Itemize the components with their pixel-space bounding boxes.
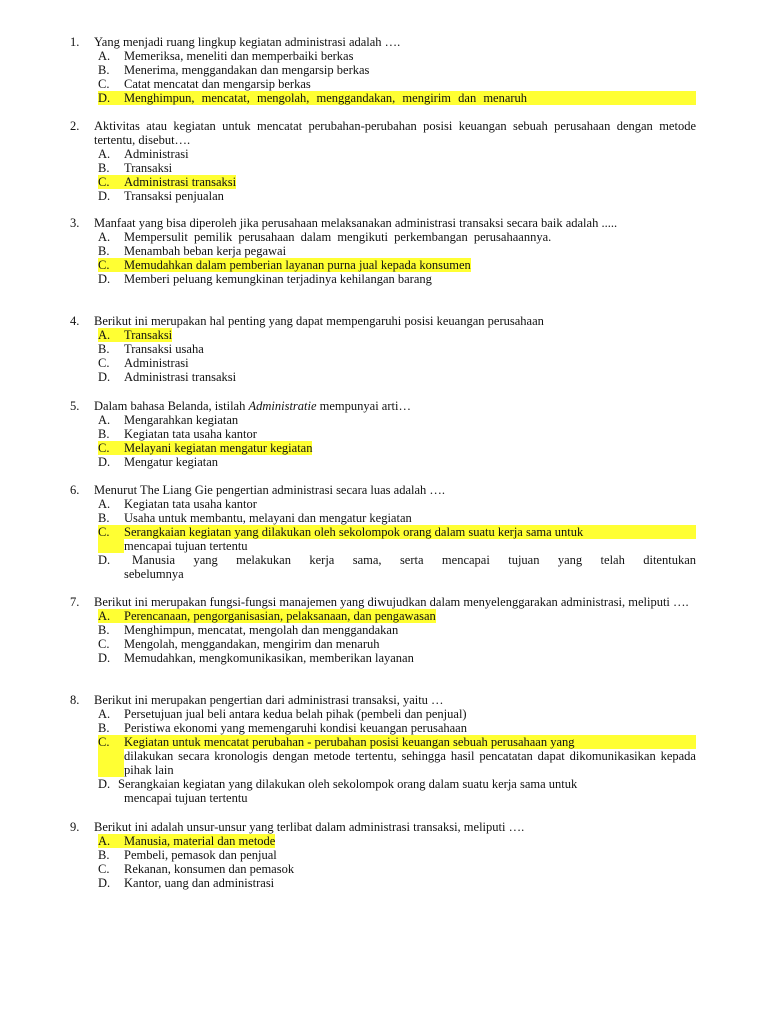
- option-letter: B.: [98, 63, 110, 77]
- option-a-highlighted: [98, 609, 696, 623]
- option-letter: B.: [98, 161, 110, 175]
- option-letter: A.: [98, 609, 124, 623]
- option-text: Perencanaan, pengorganisasian, pelaksanaan, dan pengawasan: [124, 609, 436, 623]
- option-text: Mengolah, menggandakan, mengirim dan menaruh: [124, 637, 380, 651]
- option-text: Menghimpun, mencatat, mengolah, menggandakan, mengirim dan menaruh: [124, 91, 528, 105]
- question-5: [70, 399, 696, 469]
- option-text: Kantor, uang dan administrasi: [124, 876, 275, 890]
- option-text-continued: sebelumnya: [124, 567, 184, 581]
- option-d-highlighted: [98, 91, 696, 105]
- question-text: Manfaat yang bisa diperoleh jika perusahaan melaksanakan administrasi transaksi secara baik adalah .....: [94, 216, 618, 230]
- option-text: Transaksi: [124, 328, 173, 342]
- question-text: [94, 399, 696, 413]
- question-number: 3.: [70, 216, 80, 230]
- option-d: [98, 272, 696, 286]
- option-d: [98, 777, 696, 805]
- question-4: [70, 314, 696, 384]
- option-text: Administrasi: [124, 356, 189, 370]
- option-c-highlighted: [98, 441, 696, 455]
- option-text: Menerima, menggandakan dan mengarsip berkas: [124, 63, 370, 77]
- option-letter: A.: [98, 328, 124, 342]
- option-b: [98, 161, 696, 175]
- option-c-highlighted: [98, 525, 696, 553]
- option-letter: D.: [98, 455, 111, 469]
- option-letter: A.: [98, 49, 111, 63]
- option-letter: D.: [98, 91, 111, 105]
- question-number: 8.: [70, 693, 80, 707]
- option-b: [98, 427, 696, 441]
- option-b: [98, 511, 696, 525]
- option-text: Manusia yang melakukan kerja sama, serta mencapai tujuan yang telah ditentukan: [132, 553, 696, 567]
- option-text: Administrasi transaksi: [124, 370, 237, 384]
- option-d: [98, 455, 696, 469]
- option-d: [98, 651, 696, 665]
- option-text: Menghimpun, mencatat, mengolah dan menggandakan: [124, 623, 399, 637]
- option-letter: A.: [98, 147, 111, 161]
- option-text-continued: dilakukan secara kronologis dengan metode tertentu, sehingga hasil pencatatan dapat dikomunikasikan kepada pihak lain: [124, 749, 696, 777]
- option-a: [98, 413, 696, 427]
- option-letter: D.: [98, 876, 111, 890]
- question-number: 2.: [70, 119, 80, 133]
- option-text: Melayani kegiatan mengatur kegiatan: [124, 441, 313, 455]
- option-text: Rekanan, konsumen dan pemasok: [124, 862, 295, 876]
- option-letter: B.: [98, 511, 110, 525]
- option-a: [98, 707, 696, 721]
- option-letter: D.: [98, 651, 111, 665]
- option-letter: C.: [98, 258, 124, 272]
- option-letter: B.: [98, 848, 110, 862]
- option-text: Pembeli, pemasok dan penjual: [124, 848, 277, 862]
- question-3: [70, 216, 696, 286]
- option-letter: A.: [98, 834, 124, 848]
- option-text: Mengatur kegiatan: [124, 455, 219, 469]
- option-text: Peristiwa ekonomi yang memengaruhi kondisi keuangan perusahaan: [124, 721, 467, 735]
- question-1: [70, 35, 696, 105]
- option-text: Menambah beban kerja pegawai: [124, 244, 287, 258]
- option-d: [98, 553, 696, 581]
- question-number: 9.: [70, 820, 80, 834]
- option-letter: A.: [98, 230, 111, 244]
- question-text-after: mempunyai arti…: [316, 399, 411, 413]
- option-c: [98, 637, 696, 651]
- question-8: [70, 693, 696, 805]
- question-number: 5.: [70, 399, 80, 413]
- option-text: Kegiatan untuk mencatat perubahan - perubahan posisi keuangan sebuah perusahaan yang: [124, 735, 696, 749]
- option-text: Administrasi: [124, 147, 189, 161]
- option-a: [98, 230, 696, 244]
- question-6: [70, 483, 696, 581]
- option-text-continued: mencapai tujuan tertentu: [124, 539, 248, 553]
- option-text: Memudahkan dalam pemberian layanan purna jual kepada konsumen: [124, 258, 471, 272]
- question-2: [70, 119, 696, 203]
- question-9: [70, 820, 696, 890]
- option-letter: B.: [98, 244, 110, 258]
- option-text: Serangkaian kegiatan yang dilakukan oleh sekolompok orang dalam suatu kerja sama untuk: [118, 777, 578, 791]
- option-text: Memberi peluang kemungkinan terjadinya kehilangan barang: [124, 272, 432, 286]
- option-letter: B.: [98, 342, 110, 356]
- option-letter: B.: [98, 427, 110, 441]
- question-text: Berikut ini merupakan hal penting yang dapat mempengaruhi posisi keuangan perusahaan: [94, 314, 544, 328]
- option-text: Mempersulit pemilik perusahaan dalam mengikuti perkembangan perusahaannya.: [124, 230, 552, 244]
- option-letter: D.: [98, 189, 111, 203]
- option-letter: C.: [98, 637, 110, 651]
- option-letter: D.: [98, 777, 111, 791]
- question-text: Berikut ini adalah unsur-unsur yang terlibat dalam administrasi transaksi, meliputi ….: [94, 820, 525, 834]
- option-c-highlighted: [98, 175, 696, 189]
- italic-term: Administratie: [248, 399, 317, 413]
- option-letter: D.: [98, 370, 111, 384]
- question-text: Berikut ini merupakan pengertian dari administrasi transaksi, yaitu …: [94, 693, 444, 707]
- option-letter: C.: [98, 862, 110, 876]
- option-letter: D.: [98, 553, 111, 567]
- option-text: Mengarahkan kegiatan: [124, 413, 239, 427]
- option-letter: C.: [98, 175, 124, 189]
- option-letter: C.: [98, 735, 124, 777]
- option-b: [98, 342, 696, 356]
- option-c: [98, 356, 696, 370]
- option-d: [98, 876, 696, 890]
- option-letter: C.: [98, 356, 110, 370]
- option-letter: C.: [98, 77, 110, 91]
- option-letter: B.: [98, 623, 110, 637]
- option-c: [98, 862, 696, 876]
- option-a-highlighted: [98, 834, 696, 848]
- option-letter: A.: [98, 707, 111, 721]
- option-text: Usaha untuk membantu, melayani dan mengatur kegiatan: [124, 511, 412, 525]
- option-letter: B.: [98, 721, 110, 735]
- option-text: Manusia, material dan metode: [124, 834, 276, 848]
- question-text: Aktivitas atau kegiatan untuk mencatat perubahan-perubahan posisi keuangan sebuah perusahaan dengan metode tertentu, disebut….: [94, 119, 696, 147]
- option-text: Transaksi usaha: [124, 342, 204, 356]
- option-text: Memeriksa, meneliti dan memperbaiki berkas: [124, 49, 354, 63]
- question-7: [70, 595, 696, 665]
- question-number: 6.: [70, 483, 80, 497]
- question-text-before: Dalam bahasa Belanda, istilah: [94, 399, 249, 413]
- option-d: [98, 189, 696, 203]
- option-text: Serangkaian kegiatan yang dilakukan oleh sekolompok orang dalam suatu kerja sama untuk: [124, 525, 696, 539]
- question-text: Yang menjadi ruang lingkup kegiatan administrasi adalah ….: [94, 35, 401, 49]
- option-text: Kegiatan tata usaha kantor: [124, 427, 257, 441]
- option-c-highlighted: [98, 258, 696, 272]
- question-number: 4.: [70, 314, 80, 328]
- option-text: Transaksi penjualan: [124, 189, 224, 203]
- option-letter: C.: [98, 525, 124, 553]
- question-text: Menurut The Liang Gie pengertian administrasi secara luas adalah ….: [94, 483, 446, 497]
- option-a: [98, 147, 696, 161]
- option-letter: A.: [98, 497, 111, 511]
- option-b: [98, 848, 696, 862]
- question-number: 7.: [70, 595, 80, 609]
- option-b: [98, 63, 696, 77]
- option-text-continued: mencapai tujuan tertentu: [124, 791, 248, 805]
- option-text: Administrasi transaksi: [124, 175, 237, 189]
- option-text: Transaksi: [124, 161, 173, 175]
- question-text: Berikut ini merupakan fungsi-fungsi manajemen yang diwujudkan dalam menyelenggarakan administrasi, meliputi ….: [94, 595, 689, 609]
- option-a-highlighted: [98, 328, 696, 342]
- option-a: [98, 497, 696, 511]
- option-text: Persetujuan jual beli antara kedua belah pihak (pembeli dan penjual): [124, 707, 467, 721]
- option-letter: C.: [98, 441, 124, 455]
- option-letter: A.: [98, 413, 111, 427]
- option-text: Catat mencatat dan mengarsip berkas: [124, 77, 311, 91]
- option-b: [98, 623, 696, 637]
- question-number: 1.: [70, 35, 80, 49]
- option-b: [98, 244, 696, 258]
- option-d: [98, 370, 696, 384]
- option-letter: D.: [98, 272, 111, 286]
- option-text: Memudahkan, mengkomunikasikan, memberikan layanan: [124, 651, 414, 665]
- option-c-highlighted: [98, 735, 696, 777]
- option-text: Kegiatan tata usaha kantor: [124, 497, 257, 511]
- option-b: [98, 721, 696, 735]
- option-c: [98, 77, 696, 91]
- option-a: [98, 49, 696, 63]
